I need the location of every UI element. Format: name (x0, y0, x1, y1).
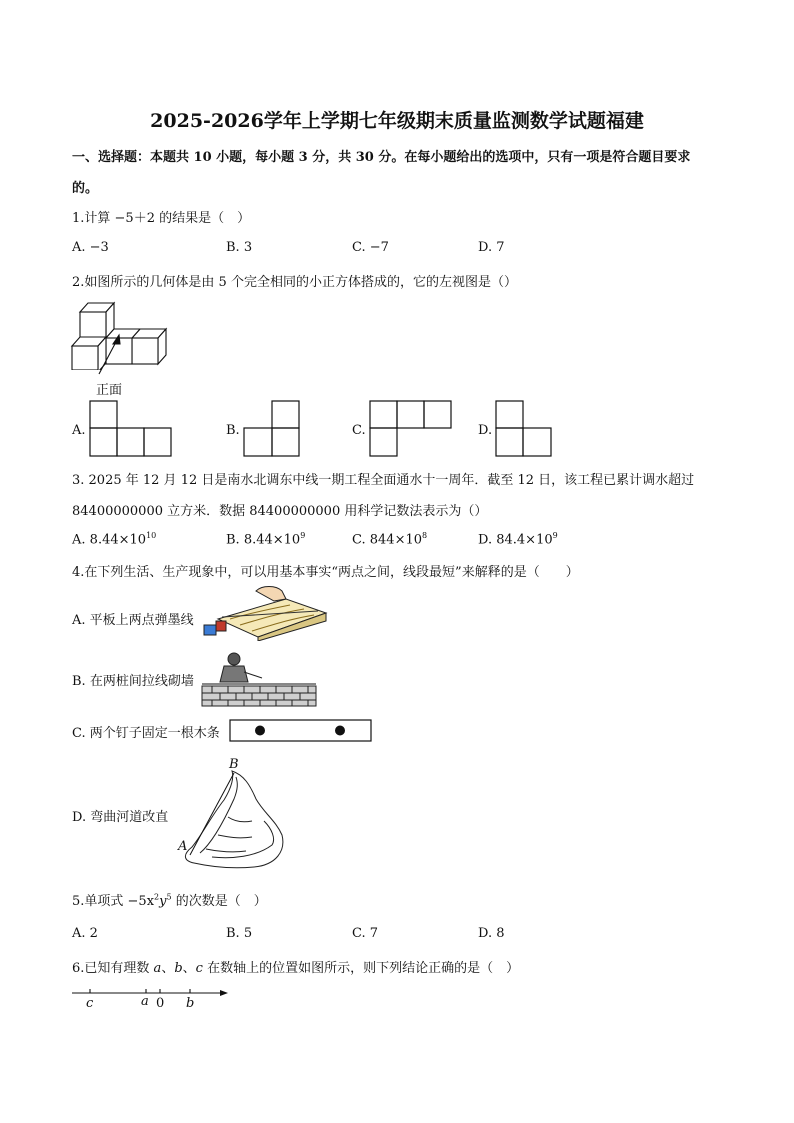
q6-axis-label-b: b (186, 996, 195, 1011)
q2-option-d-label: D. (478, 423, 493, 438)
q3-option-b: B. $8.44\times 10^9$ (226, 531, 306, 548)
page-title: 2025-2026学年上学期七年级期末质量监测数学试题福建 (150, 110, 644, 132)
q6-axis-label-a: a (141, 994, 149, 1009)
q4-ink-line-illustration (200, 585, 328, 641)
section-instruction-cont: 的。 (72, 181, 99, 196)
q2-front-arrow (95, 330, 135, 380)
q4-stem: 4.在下列生活、生产现象中，可以用基本事实“两点之间，线段最短”来解释的是（ ） (72, 565, 579, 580)
q2-option-c-figure (369, 400, 453, 458)
q1-stem: 1.计算 −5＋2 的结果是（ ） (72, 211, 251, 226)
q4-bricklayer-illustration (200, 650, 318, 708)
q2-option-a-label: A. (72, 423, 86, 438)
q4-river-label-a: A (178, 839, 188, 854)
q4-option-c: C. 两个钉子固定一根木条 (72, 726, 220, 741)
q3-option-c: C. $844\times 10^8$ (352, 531, 428, 548)
q4-option-a: A. 平板上两点弹墨线 (72, 613, 194, 628)
q2-front-label: 正面 (96, 383, 123, 398)
q2-option-b-figure (243, 400, 301, 458)
q3-stem-line1: 3. 2025 年 12 月 12 日是南水北调东中线一期工程全面通水十一周年．截至 12 日，该工程已累计调水超过 (72, 473, 695, 488)
q2-stem: 2.如图所示的几何体是由 5 个完全相同的小正方体搭成的，它的左视图是（） (72, 275, 517, 290)
q5-option-d: D. 8 (478, 926, 505, 941)
q6-axis-label-c: c (86, 996, 94, 1011)
q5-option-a: A. 2 (72, 926, 98, 941)
section-instruction: 一、选择题：本题共 10 小题，每小题 3 分，共 30 分。在每小题给出的选项中，只有一项是符合题目要求 (72, 150, 691, 165)
q6-axis-label-zero: 0 (156, 996, 165, 1011)
q2-option-d-figure (495, 400, 553, 458)
q4-wooden-strip-illustration (229, 719, 372, 743)
q2-option-c-label: C. (352, 423, 366, 438)
q4-river-label-b: B (229, 757, 239, 772)
q2-option-b-label: B. (226, 423, 240, 438)
q4-option-d: D. 弯曲河道改直 (72, 810, 169, 825)
q3-option-d: D. $84.4\times 10^9$ (478, 531, 558, 548)
q1-option-c: C. −7 (352, 240, 389, 255)
q3-option-a: A. $8.44\times 10^{10}$ (72, 531, 157, 548)
q4-river-illustration (172, 765, 287, 875)
q6-number-line (70, 985, 230, 1001)
q1-option-a: A. −3 (72, 240, 109, 255)
q6-stem: 6.已知有理数 a、b、c 在数轴上的位置如图所示，则下列结论正确的是（ ） (72, 961, 520, 976)
q2-option-a-figure (89, 400, 173, 458)
q5-option-c: C. 7 (352, 926, 379, 941)
q1-option-b: B. 3 (226, 240, 253, 255)
q3-stem-line2: 84400000000 立方米．数据 84400000000 用科学记数法表示为（） (72, 504, 488, 519)
q5-option-b: B. 5 (226, 926, 253, 941)
q5-stem: 5.单项式 $-5x^2y^5$ 的次数是（ ） (72, 892, 267, 909)
q1-option-d: D. 7 (478, 240, 505, 255)
q4-option-b: B. 在两桩间拉线砌墙 (72, 674, 194, 689)
